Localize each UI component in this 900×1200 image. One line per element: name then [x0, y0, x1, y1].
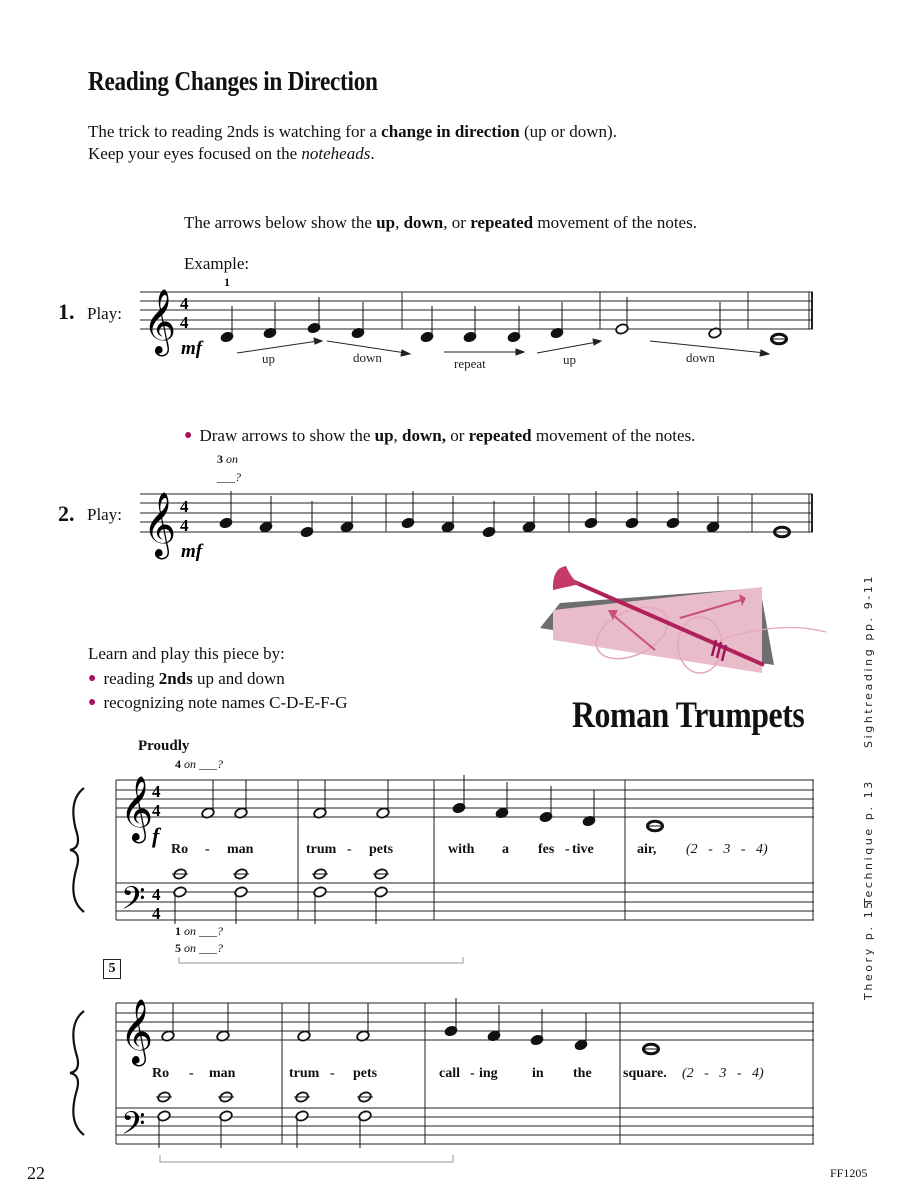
piece-title: Roman Trumpets [572, 695, 805, 736]
learn-item: ● recognizing note names C-D-E-F-G [88, 693, 348, 712]
arrow-label-repeat: repeat [454, 356, 486, 371]
piece-system1-rh-notes [201, 775, 664, 831]
dynamic-mf: mf [181, 541, 203, 562]
side-tab-theory: Theory p. 15 [862, 899, 875, 1000]
svg-text:tive: tive [572, 842, 594, 857]
tempo-marking: Proudly [138, 738, 190, 754]
arrow-label-down: down [353, 350, 382, 365]
svg-text:man: man [209, 1066, 236, 1081]
exercise1-instruction: The arrows below show the up, down, or repeated movement of the notes. [184, 213, 697, 232]
bullet-icon: ● [88, 671, 97, 686]
svg-text:air,: air, [637, 842, 657, 857]
svg-text:Ro: Ro [152, 1066, 170, 1081]
exercise1-finger: 1 [224, 275, 230, 289]
svg-text:trum: trum [289, 1066, 320, 1081]
exercise2-instruction: ● Draw arrows to show the up, down, or repeated movement of the notes. [184, 426, 696, 445]
svg-text:-: - [189, 1066, 194, 1081]
svg-text:ing: ing [479, 1066, 498, 1081]
side-tab-sightreading: Sightreading pp. 9-11 [862, 573, 875, 748]
measure-number: 5 [103, 959, 121, 979]
treble-clef-icon: 𝄞 [143, 494, 177, 556]
intro-text: The trick to reading 2nds is watching for a change in direction (up or down). Keep your eyes focused on the noteheads. [88, 122, 617, 163]
svg-text:with: with [448, 842, 475, 857]
svg-text:-: - [565, 842, 570, 857]
dynamic-f: f [152, 823, 160, 848]
arrow-label-down: down [686, 350, 715, 365]
treble-clef-icon: 𝄞 [143, 291, 177, 353]
phrase-bracket [179, 957, 463, 963]
svg-text:man: man [227, 842, 254, 857]
svg-text:pets: pets [353, 1066, 378, 1081]
phrase-bracket [160, 1155, 453, 1162]
svg-text:pets: pets [369, 842, 394, 857]
svg-text:4: 4 [180, 516, 189, 535]
learn-list: Learn and play this piece by: ● reading 2nds up and down ● recognizing note names C-D-E-F-G [88, 641, 348, 717]
piece-system1-lyrics [171, 842, 656, 857]
piece-system2-rh-notes [161, 998, 660, 1054]
arrow-label-up: up [563, 352, 576, 367]
piece-system2-lyrics [152, 1066, 667, 1081]
exercise1-number: 1. [58, 299, 75, 324]
svg-text:4: 4 [180, 497, 189, 516]
bullet-icon: ● [88, 695, 97, 710]
exercise2-number: 2. [58, 501, 75, 526]
svg-text:4: 4 [180, 313, 189, 332]
exercise2-finger-question: 3 on ___? [217, 452, 241, 484]
piece-system1-lh-notes [172, 868, 389, 924]
bass-clef-icon: 𝄢 [121, 882, 146, 924]
svg-text:Ro: Ro [171, 842, 189, 857]
svg-text:4: 4 [180, 294, 189, 313]
svg-text:-: - [347, 842, 352, 857]
lh-finger5-question: 5 on ___? [175, 941, 223, 955]
svg-text:trum: trum [306, 842, 337, 857]
bullet-icon: ● [184, 428, 193, 443]
piece-system2-lh-notes [156, 1091, 373, 1148]
trumpet-illustration [540, 566, 826, 673]
svg-text:4: 4 [152, 801, 161, 820]
grand-staff-brace-icon [70, 788, 84, 912]
exercise1-play-label: Play: [87, 304, 122, 323]
svg-text:4: 4 [152, 782, 161, 801]
svg-text:in: in [532, 1066, 544, 1081]
svg-text:a: a [502, 842, 509, 857]
svg-text:-: - [205, 842, 210, 857]
svg-text:square.: square. [623, 1066, 667, 1081]
lh-finger1-question: 1 on ___? [175, 924, 223, 938]
svg-text:fes: fes [538, 842, 555, 857]
svg-text:𝄞: 𝄞 [120, 778, 154, 840]
bass-clef-icon: 𝄢 [121, 1107, 146, 1149]
arrow-label-up: up [262, 351, 275, 366]
book-code: FF1205 [830, 1166, 868, 1180]
svg-text:𝄞: 𝄞 [120, 1001, 154, 1063]
fingering-hint: (2 - 3 - 4) [686, 842, 768, 857]
page-number: 22 [27, 1163, 45, 1183]
svg-text:4: 4 [152, 904, 161, 923]
learn-item: ● reading 2nds up and down [88, 669, 285, 688]
fingering-hint: (2 - 3 - 4) [682, 1066, 764, 1081]
dynamic-mf: mf [181, 338, 203, 359]
svg-text:-: - [330, 1066, 335, 1081]
exercise1-staff [140, 292, 813, 329]
example-label: Example: [184, 254, 250, 273]
exercise2-notes [219, 491, 791, 538]
page-title: Reading Changes in Direction [88, 66, 378, 96]
svg-text:call: call [439, 1066, 460, 1081]
svg-text:4: 4 [152, 885, 161, 904]
grand-staff-brace-icon [70, 1011, 84, 1135]
svg-text:-: - [470, 1066, 475, 1081]
exercise2-play-label: Play: [87, 505, 122, 524]
side-tab-technique: Technique p. 13 [862, 779, 875, 905]
svg-text:the: the [573, 1066, 592, 1081]
rh-finger-question: 4 on ___? [175, 757, 223, 771]
